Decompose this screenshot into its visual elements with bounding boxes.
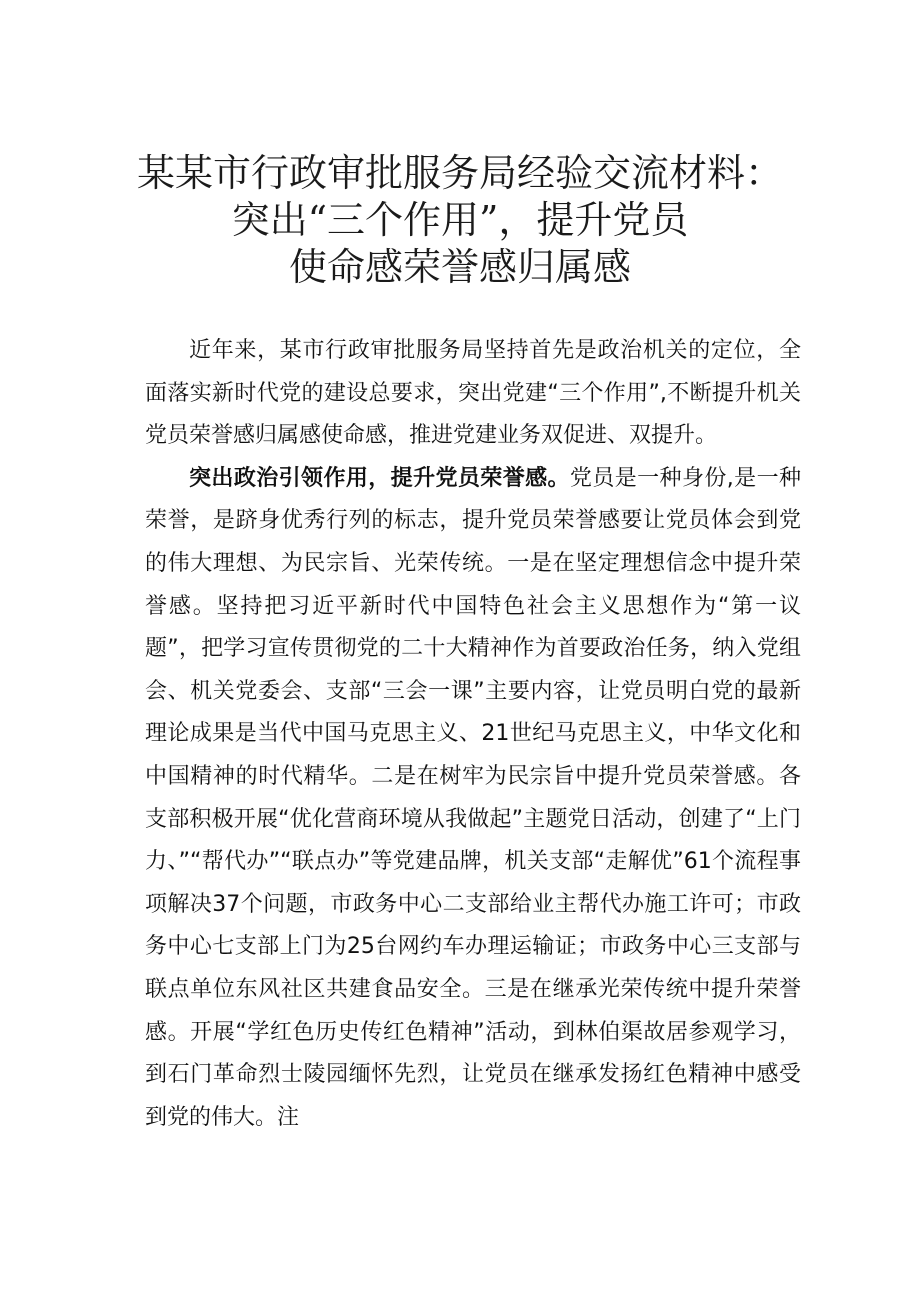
document-body xyxy=(145,330,801,1139)
paragraph-text: 党员是一种身份,是一种荣誉，是跻身优秀行列的标志，提升党员荣誉感要让党员体会到党的伟大理想、为民宗旨、光荣传统。一是在坚定理想信念中提升荣誉感。坚持把习近平新时代中国特色社会主义思想作为“第一议题”，把学习宣传贯彻党的二十大精神作为首要政治任务，纳入党组会、机关党委会、支部“三会一课”主要内容，让党员明白党的最新理论成果是当代中国马克思主义、21世纪马克思主义，中华文化和中国精神的时代精华。二是在树牢为民宗旨中提升党员荣誉感。各支部积极开展“优化营商环境从我做起”主题党日活动，创建了“上门力、”“帮代办”“联点办”等党建品牌，机关支部“走解优”61个流程事项解决37个问题，市政务中心二支部给业主帮代办施工许可；市政务中心七支部上门为25台网约车办理运输证；市政务中心三支部与联点单位东风社区共建食品安全。三是在继承光荣传统中提升荣誉感。开展“学红色历史传红色精神”活动，到林伯渠故居参观学习，到石门革命烈士陵园缅怀先烈，让党员在继承发扬红色精神中感受到党的伟大。注 xyxy=(145,465,801,1130)
paragraph-political-leadership xyxy=(145,458,801,1140)
title-line-2: 突出“三个作用”，提升党员 xyxy=(231,198,689,242)
paragraph-intro xyxy=(145,330,801,458)
title-line-3: 使命感荣誉感归属感 xyxy=(288,245,631,289)
title-line-1: 某某市行政审批服务局经验交流材料： xyxy=(136,151,783,195)
document-title xyxy=(100,150,820,291)
paragraph-text: 近年来，某市行政审批服务局坚持首先是政治机关的定位，全面落实新时代党的建设总要求，突出党建“三个作用”,不断提升机关党员荣誉感归属感使命感，推进党建业务双促进、双提升。 xyxy=(145,338,801,449)
paragraph-lead-heading: 突出政治引领作用，提升党员荣誉感。 xyxy=(189,465,570,491)
